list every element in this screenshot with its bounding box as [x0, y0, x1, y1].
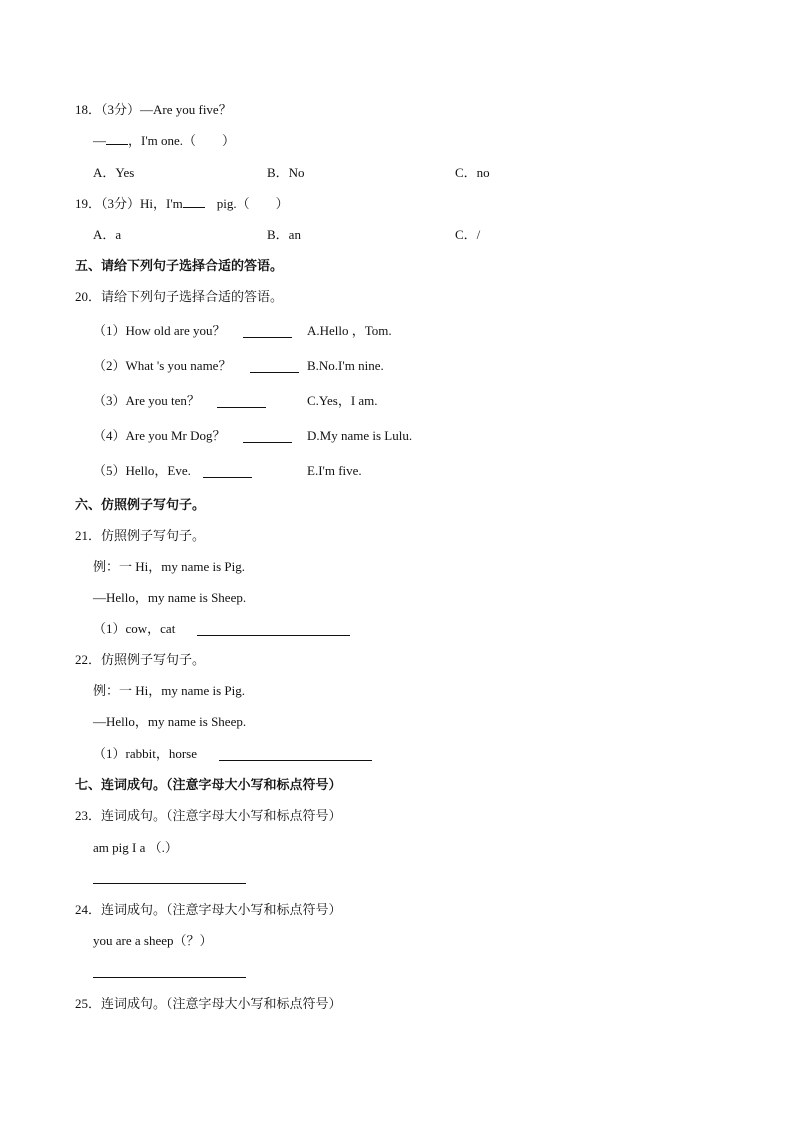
q18-stem: 18．（3分）—Are you five？ [75, 102, 232, 117]
section-6-title: 六、仿照例子写句子。 [75, 497, 206, 512]
q20-item-3-question: （3）Are you ten？ [93, 393, 200, 408]
q22-example-1: 例：一 Hi，my name is Pig. [93, 683, 246, 698]
q20-item-2-blank[interactable] [250, 372, 299, 373]
q18-answer-line [93, 132, 235, 150]
q18-option-c[interactable]: C．no [455, 165, 490, 180]
q22-example-2: —Hello，my name is Sheep. [93, 714, 247, 729]
q20-item-4-question: （4）Are you Mr Dog？ [93, 428, 226, 443]
q21-answer-line[interactable] [197, 635, 350, 636]
q19-option-a[interactable]: A．a [93, 227, 122, 242]
q23-answer-line[interactable] [93, 883, 246, 884]
q18-answer-prefix: — [93, 133, 106, 148]
q20-item-1-question: （1）How old are you？ [93, 323, 226, 338]
section-7-title: 七、连词成句。（注意字母大小写和标点符号） [75, 777, 342, 792]
q20-item-1-blank[interactable] [243, 337, 292, 338]
q23-stem: 23．连词成句。（注意字母大小写和标点符号） [75, 808, 342, 823]
q24-answer-line[interactable] [93, 977, 246, 978]
q24-words: you are a sheep（？） [93, 933, 213, 948]
q20-stem: 20．请给下列句子选择合适的答语。 [75, 289, 284, 304]
q21-stem: 21．仿照例子写句子。 [75, 528, 206, 543]
q22-answer-line[interactable] [219, 760, 372, 761]
q22-item: （1）rabbit，horse [93, 746, 197, 761]
q21-example-2: —Hello，my name is Sheep. [93, 590, 247, 605]
q19-blank[interactable] [183, 195, 205, 208]
q20-item-2-question: （2）What 's you name？ [93, 358, 232, 373]
q18-option-a[interactable]: A．Yes [93, 165, 135, 180]
q25-stem: 25．连词成句。（注意字母大小写和标点符号） [75, 996, 342, 1011]
q21-item: （1）cow，cat [93, 621, 176, 636]
q18-option-b[interactable]: B．No [267, 165, 305, 180]
q22-stem: 22．仿照例子写句子。 [75, 652, 206, 667]
q20-item-3-blank[interactable] [217, 407, 266, 408]
q20-item-5-blank[interactable] [203, 477, 252, 478]
q23-words: am pig I a （.） [93, 840, 178, 855]
q19-stem-prefix: 19．（3分）Hi，I'm [75, 196, 183, 211]
section-5-title: 五、请给下列句子选择合适的答语。 [75, 258, 284, 273]
q20-item-3-answer: C.Yes，I am. [307, 393, 378, 408]
q20-item-4-blank[interactable] [243, 442, 292, 443]
q20-item-5-answer: E.I'm five. [307, 463, 362, 478]
q18-answer-suffix: ，I'm one.（ ） [128, 133, 236, 148]
q24-stem: 24．连词成句。（注意字母大小写和标点符号） [75, 902, 342, 917]
q20-item-1-answer: A.Hello ，Tom. [307, 323, 392, 338]
q19-option-c[interactable]: C．/ [455, 227, 481, 242]
q19-stem-suffix: pig.（ ） [216, 196, 289, 211]
q20-item-2-answer: B.No.I'm nine. [307, 358, 384, 373]
q20-item-4-answer: D.My name is Lulu. [307, 428, 413, 443]
q21-example-1: 例：一 Hi，my name is Pig. [93, 559, 246, 574]
q19-option-b[interactable]: B．an [267, 227, 301, 242]
q19-stem [75, 195, 289, 213]
q18-blank[interactable] [106, 132, 128, 145]
q20-item-5-question: （5）Hello，Eve. [93, 463, 191, 478]
